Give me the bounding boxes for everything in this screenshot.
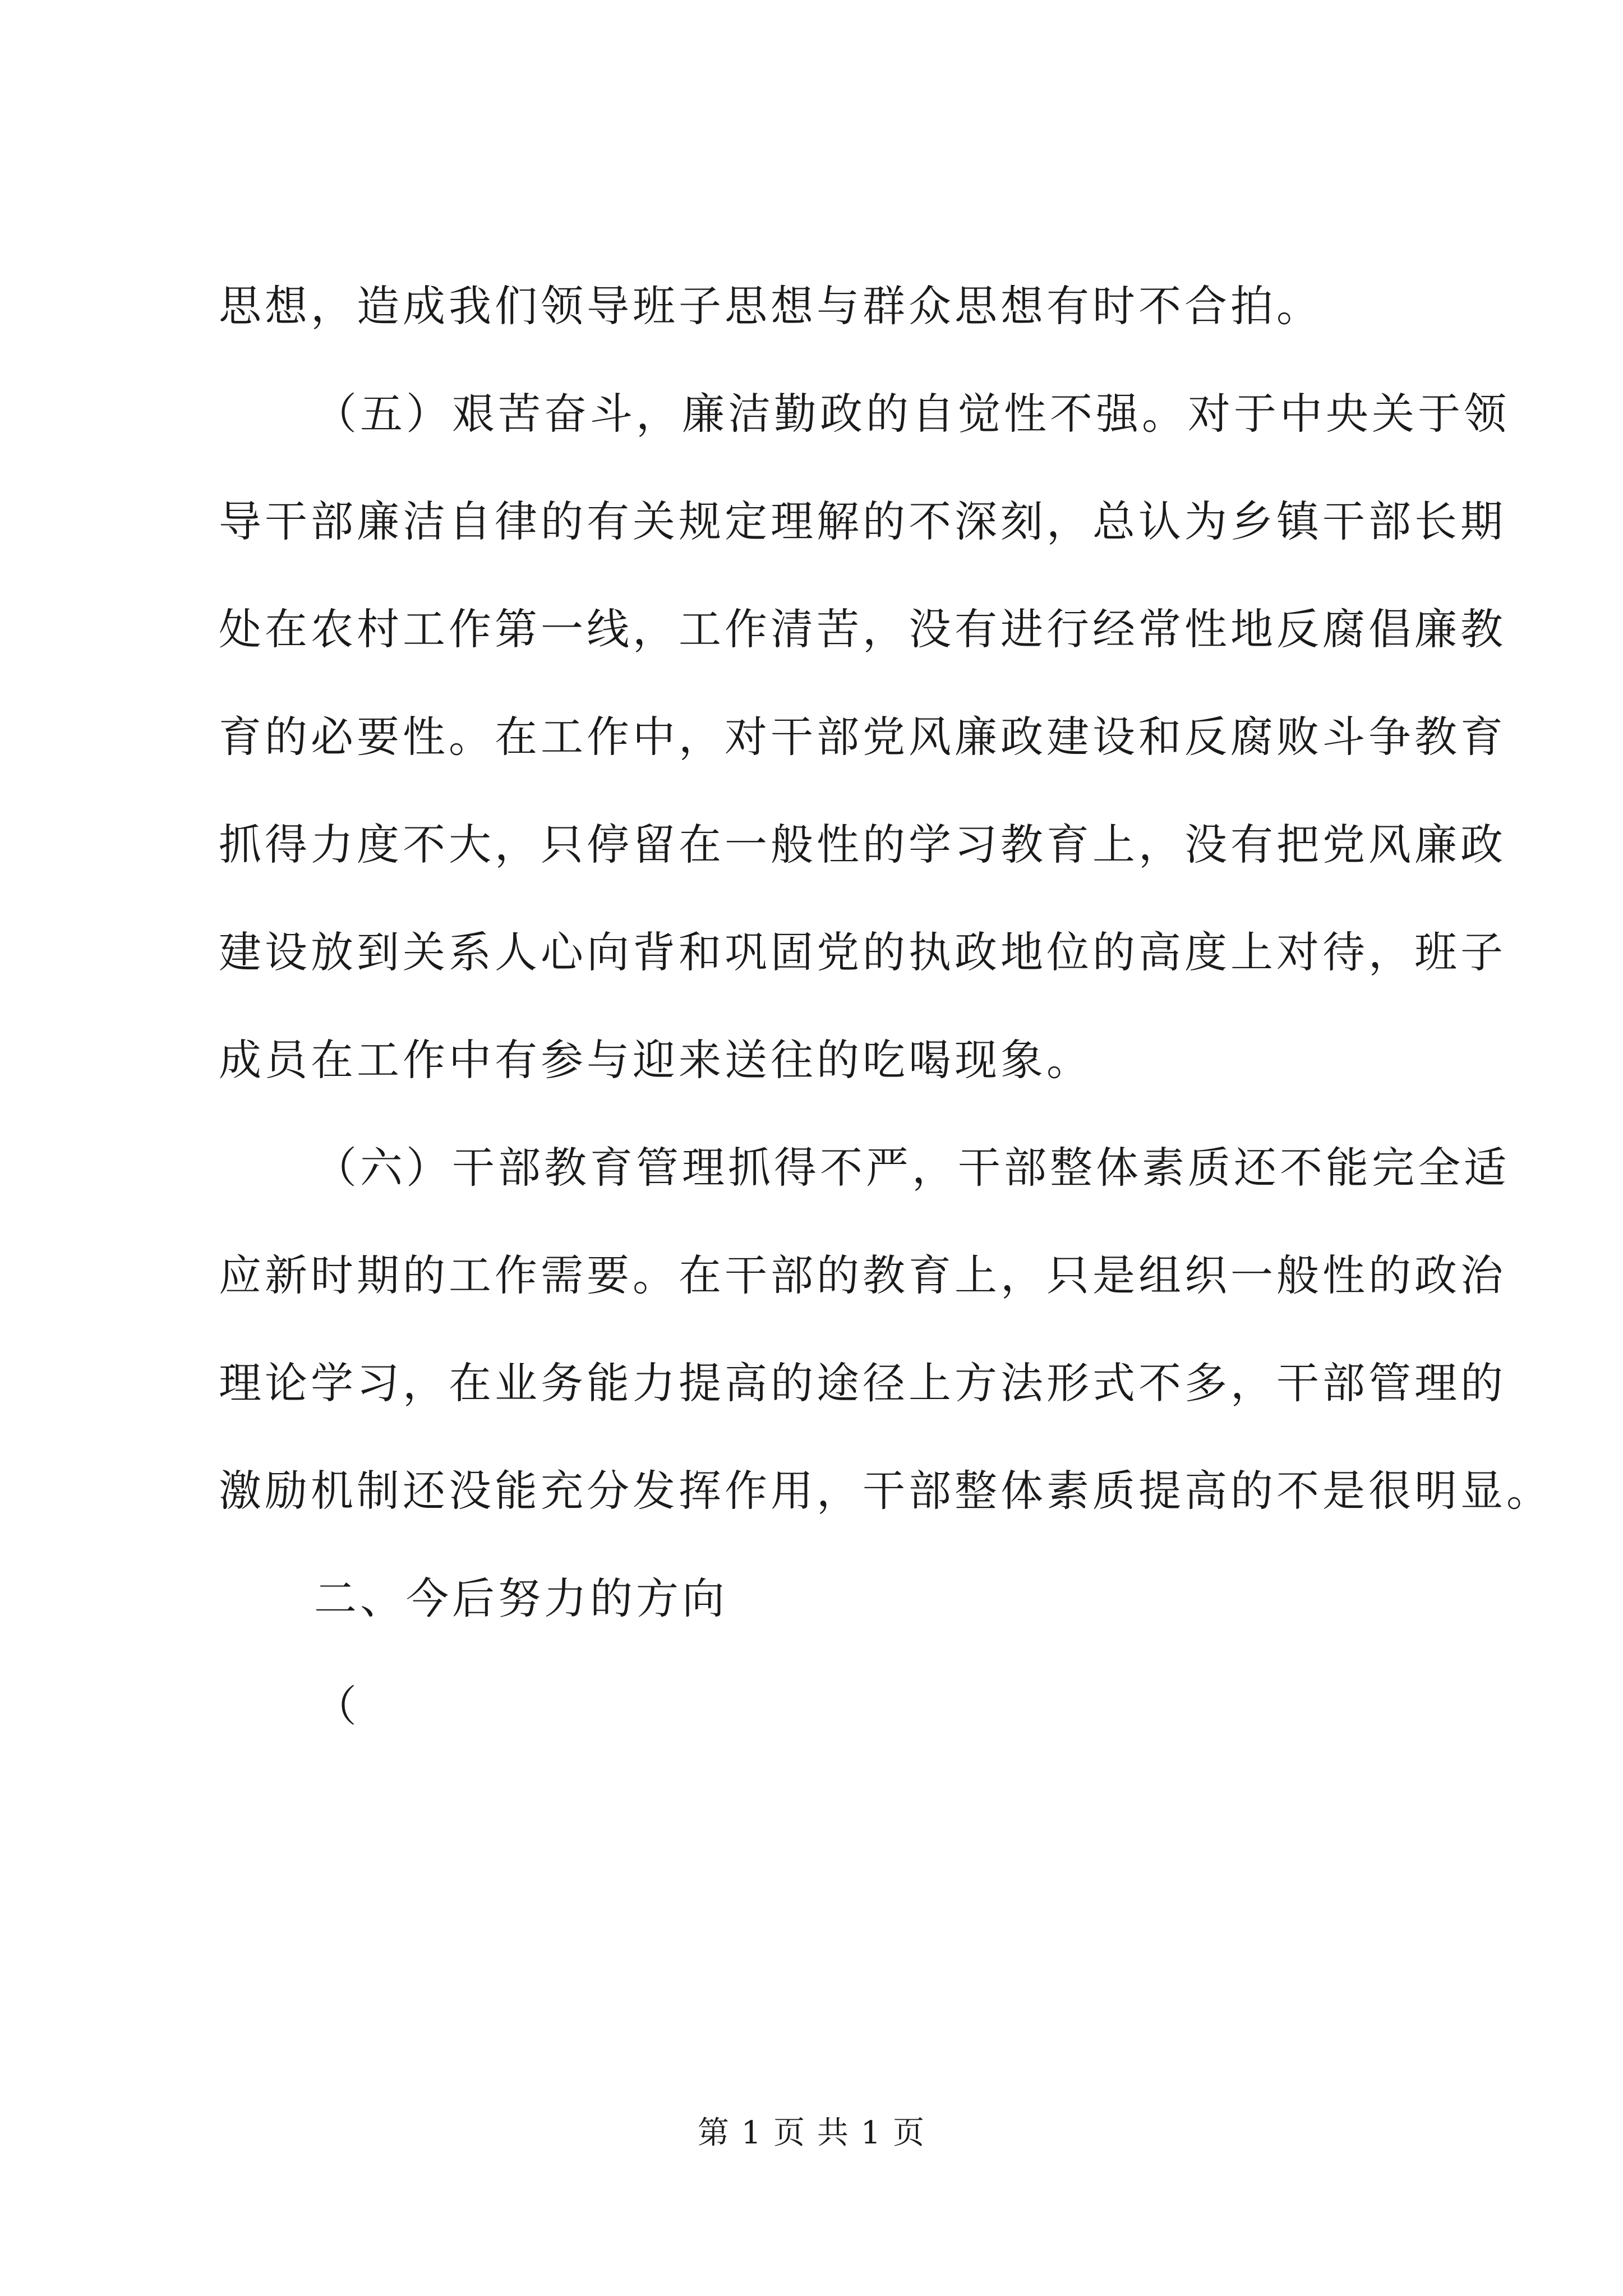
body-line-8: 成员在工作中有参与迎来送往的吃喝现象。 [219,1035,1092,1085]
body-line-3: 导干部廉洁自律的有关规定理解的不深刻，总认为乡镇干部长期 [219,496,1506,546]
body-line-6: 抓得力度不大，只停留在一般性的学习教育上，没有把党风廉政 [219,820,1506,869]
body-line-4: 处在农村工作第一线，工作清苦，没有进行经常性地反腐倡廉教 [219,604,1506,654]
page-footer: 第 1 页 共 1 页 [697,2115,926,2151]
body-line-5: 育的必要性。在工作中，对干部党风廉政建设和反腐败斗争教育 [219,712,1506,762]
body-line-14: （ [314,1681,360,1731]
body-line-10: 应新时期的工作需要。在干部的教育上，只是组织一般性的政治 [219,1250,1506,1300]
body-line-7: 建设放到关系人心向背和巩固党的执政地位的高度上对待，班子 [219,927,1506,977]
body-line-1: 思想，造成我们领导班子思想与群众思想有时不合拍。 [219,281,1322,331]
body-line-12: 激励机制还没能充分发挥作用，干部整体素质提高的不是很明显。 [219,1466,1552,1516]
section-heading: 二、今后努力的方向 [314,1573,728,1623]
body-line-2: （五）艰苦奋斗，廉洁勤政的自觉性不强。对于中央关于领 [314,389,1510,439]
body-line-9: （六）干部教育管理抓得不严，干部整体素质还不能完全适 [314,1143,1510,1193]
body-line-11: 理论学习，在业务能力提高的途径上方法形式不多，干部管理的 [219,1358,1506,1408]
